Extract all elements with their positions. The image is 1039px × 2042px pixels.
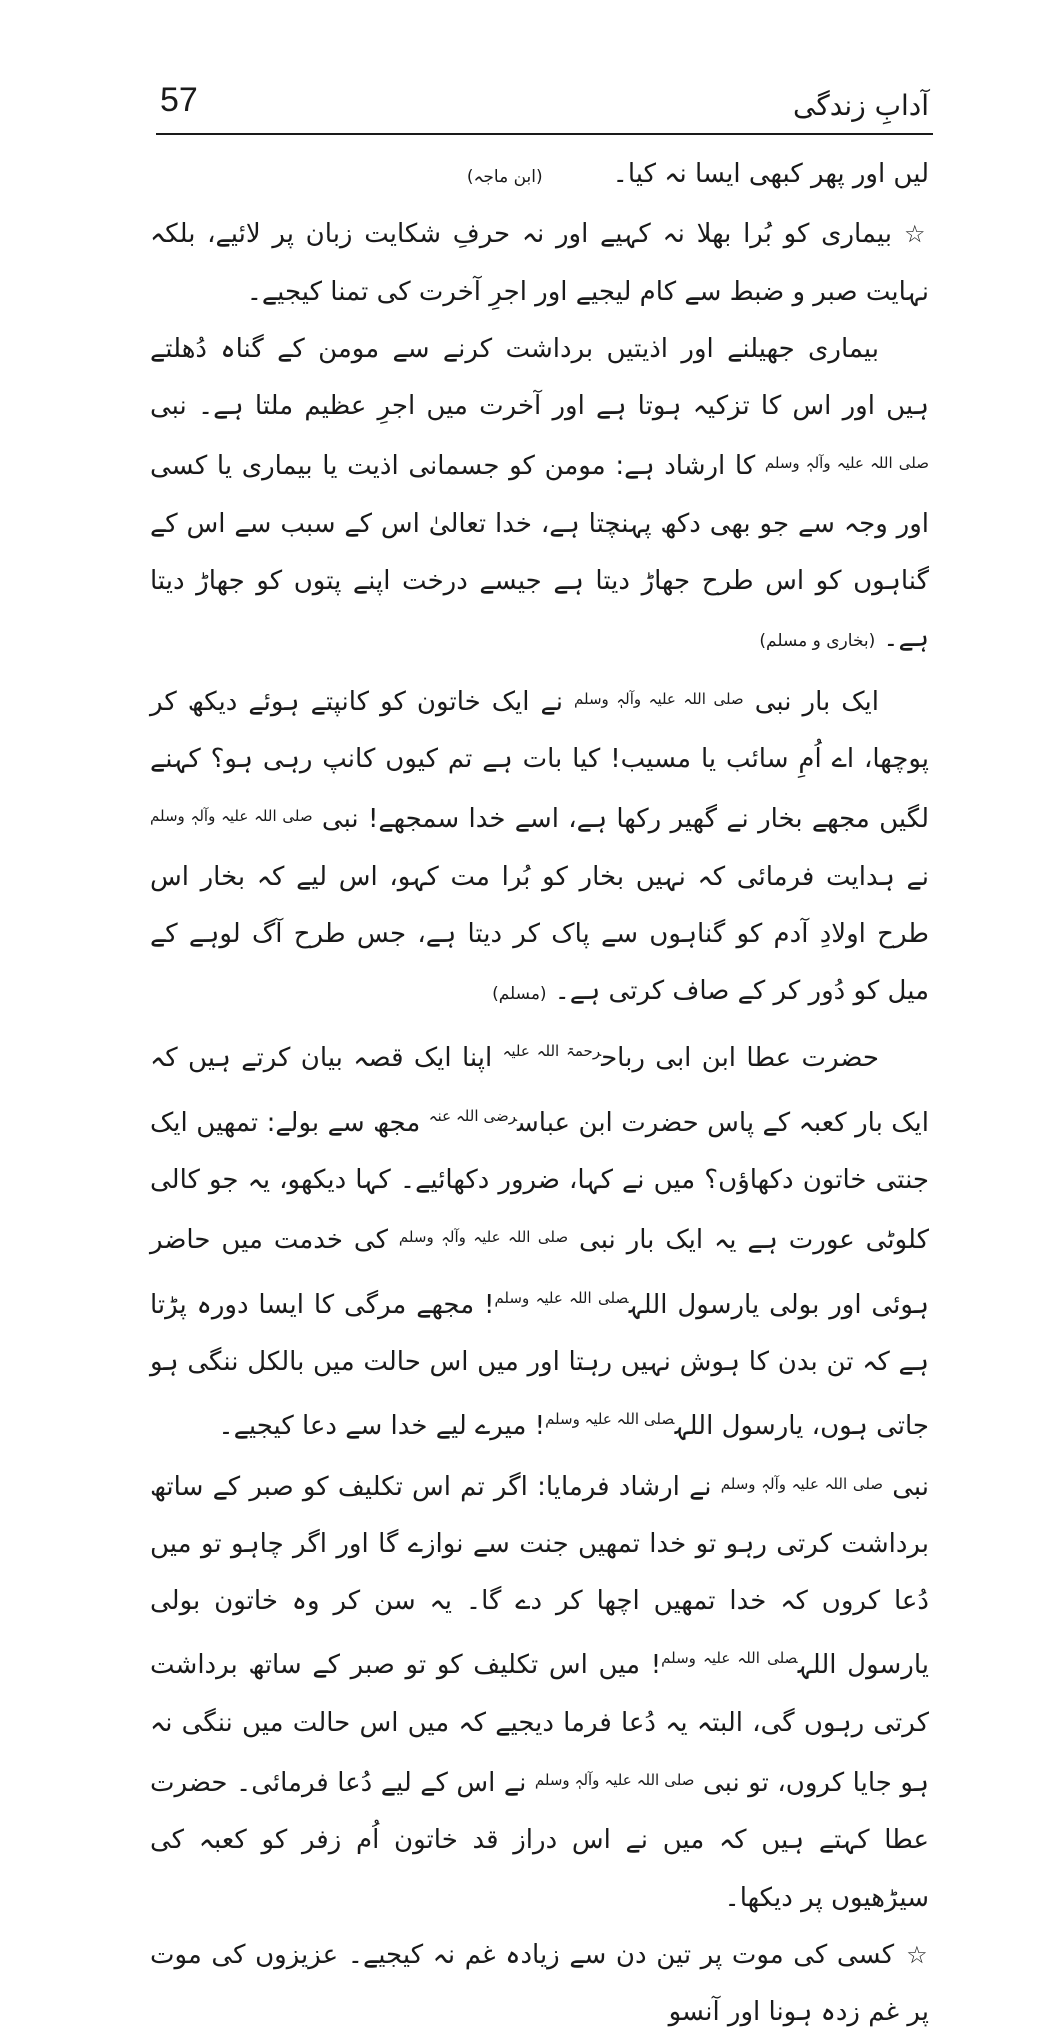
reference-muslim: (مسلم) [492,984,547,1005]
paragraph-text: نبی [892,1471,929,1502]
honorific-mark: صلی اللہ علیہ وسلم [494,1288,629,1307]
paragraph-text: بیماری کو بُرا بھلا نہ کہیے اور نہ حرفِ شکایت زبان پر لائیے، بلکہ نہایت صبر و ضبط سے کام لیجیے اور اجرِ آخرت کی تمنا کیجیے۔ [150,219,929,307]
paragraph-3 [150,321,929,671]
honorific-mark: صلی اللہ علیہ وسلم [545,1410,675,1429]
salawat-mark: صلی اللہ علیہ وآلہٖ وسلم [574,689,744,708]
paragraph-text: نے ارشاد فرمایا: اگر تم اس تکلیف کو صبر کے ساتھ برداشت کرتی رہو تو خدا تمھیں جنت سے نوازے گا اور اگر چاہو تو میں دُعا کروں کہ خدا تمھیں اچھا کر دے گا۔ یہ سن کر وہ خاتون بولی یارسول اللہ [150,1471,929,1681]
paragraph-5 [150,1023,929,1455]
paragraph-text: ! میرے لیے خدا سے دعا کیجیے۔ [218,1411,546,1442]
salawat-mark: صلی اللہ علیہ وآلہٖ وسلم [764,454,929,473]
paragraph-text: کی خدمت میں حاضر ہوئی اور بولی یارسول اللہ [150,1225,929,1320]
paragraph-text: نے ایک خاتون کو کانپتے ہوئے دیکھ کر پوچھا، اے اُمِ سائب یا مسیب! کیا بات ہے تم کیوں کانپ رہی ہو؟ کہنے لگیں مجھے بخار نے گھیر رکھا ہے، اسے خدا سمجھے! نبی [150,686,929,835]
paragraph-7 [150,1927,929,2042]
paragraph-text: نے اس کے لیے دُعا فرمائی۔ حضرت عطا کہتے ہیں کہ میں نے اس دراز قد خاتون اُم زفر کو کعبہ کی سیڑھیوں پر دیکھا۔ [150,1768,929,1913]
paragraph-text: ایک بار نبی [754,686,879,717]
paragraph-1 [150,146,929,206]
page-body [150,146,929,2042]
salawat-mark: صلی اللہ علیہ وآلہٖ وسلم [150,807,313,826]
paragraph-4 [150,671,929,1024]
paragraph-text: نے ہدایت فرمائی کہ نہیں بخار کو بُرا مت کہو، اس لیے کہ بخار اس طرح اولادِ آدم کو گناہوں سے پاک کر دیتا ہے، جس طرح آگ لوہے کے میل کو دُور کر کے صاف کرتی ہے۔ [150,861,929,1007]
salawat-mark: صلی اللہ علیہ وآلہٖ وسلم [720,1474,884,1493]
paragraph-text: کسی کی موت پر تین دن سے زیادہ غم نہ کیجیے۔ عزیزوں کی موت پر غم زدہ ہونا اور آنسو [150,1939,929,2028]
paragraph-text: حضرت عطا ابن ابی رباح [601,1043,879,1074]
paragraph-text: بیماری جھیلنے اور اذیتیں برداشت کرنے سے مومن کے گناہ دُھلتے ہیں اور اس کا تزکیہ ہوتا ہے اور آخرت میں اجرِ عظیم ملتا ہے۔ نبی [150,333,929,422]
reference-ibn-majah: (ابن ماجہ) [466,167,543,187]
paragraph-text: اپنا ایک قصہ بیان کرتے ہیں کہ ایک بار کعبہ کے پاس حضرت ابن عباس [150,1043,930,1138]
honorific-mark: صلی اللہ علیہ وسلم [661,1649,798,1668]
star-bullet-icon: ☆ [906,1940,929,1969]
paragraph-2 [150,206,929,321]
header-divider [156,133,933,135]
reference-bukhari-muslim: (بخاری و مسلم) [759,631,876,652]
paragraph-6 [150,1456,929,1927]
running-title: آدابِ زندگی [793,89,929,122]
salawat-mark: صلی اللہ علیہ وآلہٖ وسلم [398,1228,569,1247]
paragraph-text: ! میں اس تکلیف کو تو صبر کے ساتھ برداشت کرتی رہوں گی، البتہ یہ دُعا فرما دیجیے کہ میں اس حالت میں ننگی نہ ہو جایا کروں، تو نبی [150,1650,929,1799]
paragraph-text: ! مجھے مرگی کا ایسا دورہ پڑتا ہے کہ تن بدن کا ہوش نہیں رہتا اور میں اس حالت میں بالکل ننگی ہو جاتی ہوں، یارسول اللہ [150,1289,929,1442]
paragraph-text: لیں اور پھر کبھی ایسا نہ کیا۔ [612,159,929,189]
star-bullet-icon: ☆ [904,220,930,249]
honorific-mark: رحمۃ اللہ علیہ [502,1042,602,1061]
honorific-mark: رضی اللہ عنہ [428,1106,517,1125]
page-number: 57 [160,81,198,119]
salawat-mark: صلی اللہ علیہ وآلہٖ وسلم [534,1771,695,1790]
paragraph-text: کا ارشاد ہے: مومن کو جسمانی اذیت یا بیماری یا کسی اور وجہ سے جو بھی دکھ پہنچتا ہے، خدا تعالیٰ اس کے سبب سے اس کے گناہوں کو اس طرح جھاڑ دیتا ہے جیسے درخت اپنے پتوں کو جھاڑ دیتا ہے۔ [150,451,929,654]
paragraph-text: مجھ سے بولے: تمھیں ایک جنتی خاتون دکھاؤں؟ میں نے کہا، ضرور دکھائیے۔ کہا دیکھو، یہ جو کالی کلوٹی عورت ہے یہ ایک بار نبی [150,1107,930,1256]
